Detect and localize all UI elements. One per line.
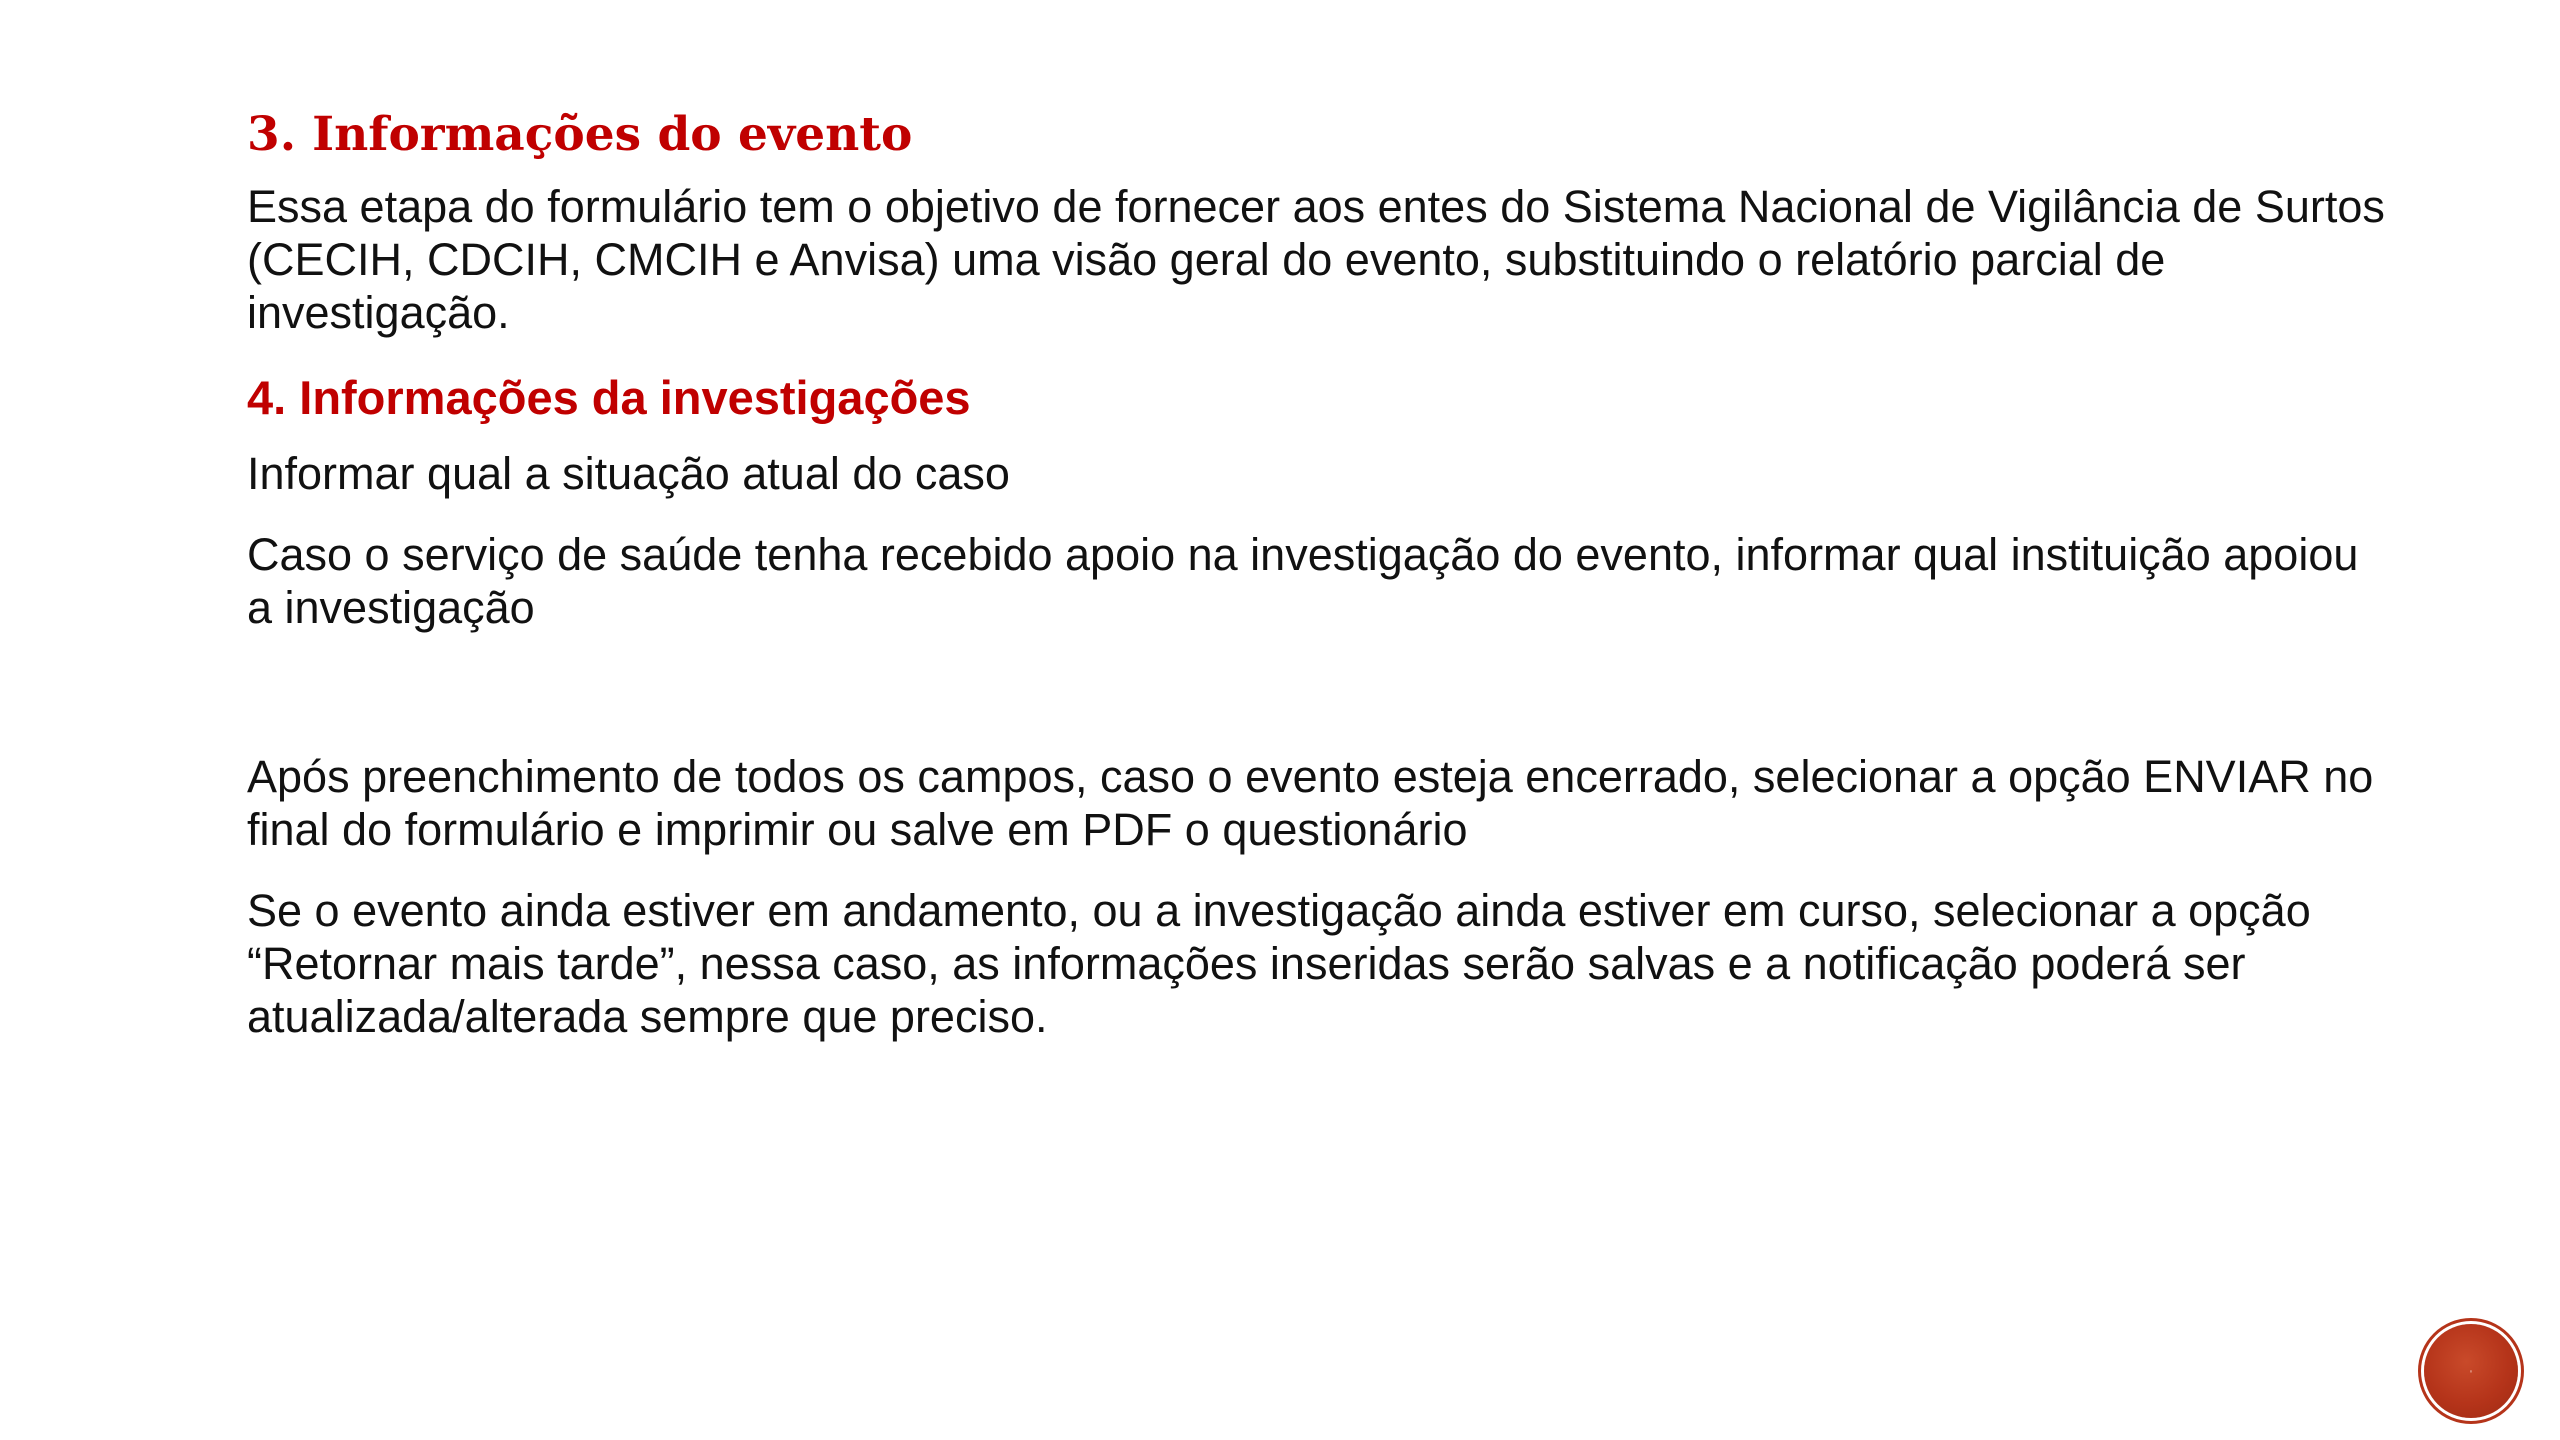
section-3-paragraph: Essa etapa do formulário tem o objetivo de fornecer aos entes do Sistema Nacional de Vigilância de Surtos (CECIH, CDCIH, CMCIH e Anvisa) uma visão geral do evento, substituindo o relatório parcial de investigação. [247, 181, 2385, 338]
slide-number-badge [2424, 1324, 2518, 1418]
section-3-title: Informações do evento [312, 107, 913, 162]
spacer [247, 662, 2387, 750]
section-3-number: 3. [247, 107, 297, 162]
section-4-paragraph-situation: Informar qual a situação atual do caso [247, 448, 1010, 499]
section-4-paragraph-support: Caso o serviço de saúde tenha recebido apoio na investigação do evento, informar qual instituição apoiou a investigação [247, 529, 2359, 633]
section-4-heading: 4. Informações da investigações [247, 371, 971, 424]
slide-content [247, 100, 2387, 1071]
badge-mark: · [2467, 1359, 2475, 1382]
section-3-heading [247, 100, 2387, 170]
section-4-paragraph-send: Após preenchimento de todos os campos, caso o evento esteja encerrado, selecionar a opção ENVIAR no final do formulário e imprimir ou salve em PDF o questionário [247, 751, 2374, 855]
section-4-paragraph-return-later: Se o evento ainda estiver em andamento, ou a investigação ainda estiver em curso, selecionar a opção “Retornar mais tarde”, nessa caso, as informações inseridas serão salvas e a notificação poderá ser atualizada/alterada sempre que preciso. [247, 885, 2311, 1042]
